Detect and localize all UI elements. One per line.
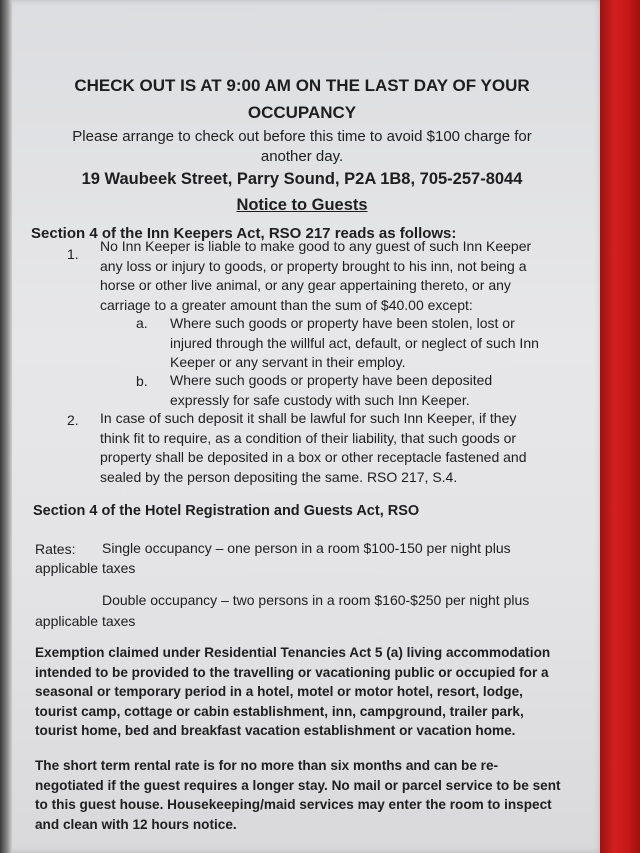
hotel-registration-heading: Section 4 of the Hotel Registration and Guests Act, RSO	[33, 503, 420, 519]
item-1b-line: expressly for safe custody with such Inn Keeper.	[170, 391, 470, 408]
item-2-number: 2.	[67, 412, 79, 428]
item-1a-letter: a.	[136, 315, 148, 331]
frame-left-edge	[0, 0, 12, 853]
item-1a-line: injured through the willful act, default, or neglect of such Inn	[170, 334, 539, 351]
item-1a-line: Keeper or any servant in their employ.	[170, 354, 406, 370]
exemption-line: intended to be provided to the travelling or vacationing public or occupied for a	[35, 664, 549, 680]
item-2-text	[100, 409, 600, 487]
exemption-paragraph	[35, 643, 595, 741]
rates-single-line2: applicable taxes	[35, 560, 136, 576]
notice-paper	[12, 0, 604, 853]
short-term-line: and clean with 12 hours notice.	[35, 816, 237, 832]
checkout-title-line1: CHECK OUT IS AT 9:00 AM ON THE LAST DAY OF YOUR	[74, 76, 530, 95]
short-term-line: The short term rental rate is for no more than six months and can be re-	[35, 758, 499, 773]
rates-double-line2: applicable taxes	[35, 613, 136, 629]
rates-single-line1: Single occupancy – one person in a room $100-150 per night plus	[102, 540, 511, 556]
short-term-line: to this guest house. Housekeeping/maid services may enter the room to inspect	[35, 797, 552, 812]
item-1-line: carriage to a greater amount than the sum of $40.00 except:	[100, 296, 473, 313]
item-1b-letter: b.	[136, 373, 148, 389]
innkeepers-heading: Section 4 of the Inn Keepers Act, RSO 217 reads as follows:	[31, 225, 457, 242]
exemption-line: tourist home, bed and breakfast vacation establishment or vacation home.	[35, 723, 516, 738]
notice-title: Notice to Guests	[236, 196, 368, 214]
item-2-line: sealed by the person depositing the same. RSO 217, S.4.	[100, 468, 458, 485]
exemption-line: Exemption claimed under Residential Tenancies Act 5 (a) living accommodation	[35, 645, 551, 660]
item-1b-line: Where such goods or property have been deposited	[170, 372, 493, 388]
rates-label: Rates:	[35, 541, 76, 557]
item-1a-line: Where such goods or property have been stolen, lost or	[170, 315, 515, 331]
item-1-line: any loss or injury to goods, or property brought to his inn, not being a	[100, 257, 527, 274]
item-2-line: think fit to require, as a condition of their liability, that such goods or	[100, 429, 517, 446]
item-2-line: property shall be deposited in a box or other receptacle fastened and	[100, 449, 527, 465]
short-term-line: negotiated if the guest requires a longer stay. No mail or parcel service to be sent	[35, 777, 561, 793]
checkout-note-line2: another day.	[260, 148, 344, 165]
item-1-number: 1.	[67, 246, 79, 262]
red-door-frame	[600, 0, 640, 853]
item-1-line: No Inn Keeper is liable to make good to any guest of such Inn Keeper	[100, 238, 532, 254]
item-2-line: In case of such deposit it shall be lawful for such Inn Keeper, if they	[100, 410, 517, 426]
address-line: 19 Waubeek Street, Parry Sound, P2A 1B8, 705-257-8044	[81, 170, 523, 188]
rates-double-line1: Double occupancy – two persons in a room $160-$250 per night plus	[102, 592, 530, 608]
short-term-paragraph	[35, 756, 595, 834]
item-1a-text	[170, 314, 600, 373]
checkout-note-line1: Please arrange to check out before this time to avoid $100 charge for	[72, 128, 532, 145]
checkout-title-line2: OCCUPANCY	[247, 103, 357, 122]
item-1-line: horse or other live animal, or any gear appertaining thereto, or any	[100, 277, 511, 293]
item-1-text	[100, 237, 600, 315]
exemption-line: tourist camp, cottage or cabin establishment, inn, campground, trailer park,	[35, 703, 524, 719]
item-1b-text	[170, 371, 600, 410]
exemption-line: seasonal or temporary period in a hotel, motel or motor hotel, resort, lodge,	[35, 684, 523, 699]
